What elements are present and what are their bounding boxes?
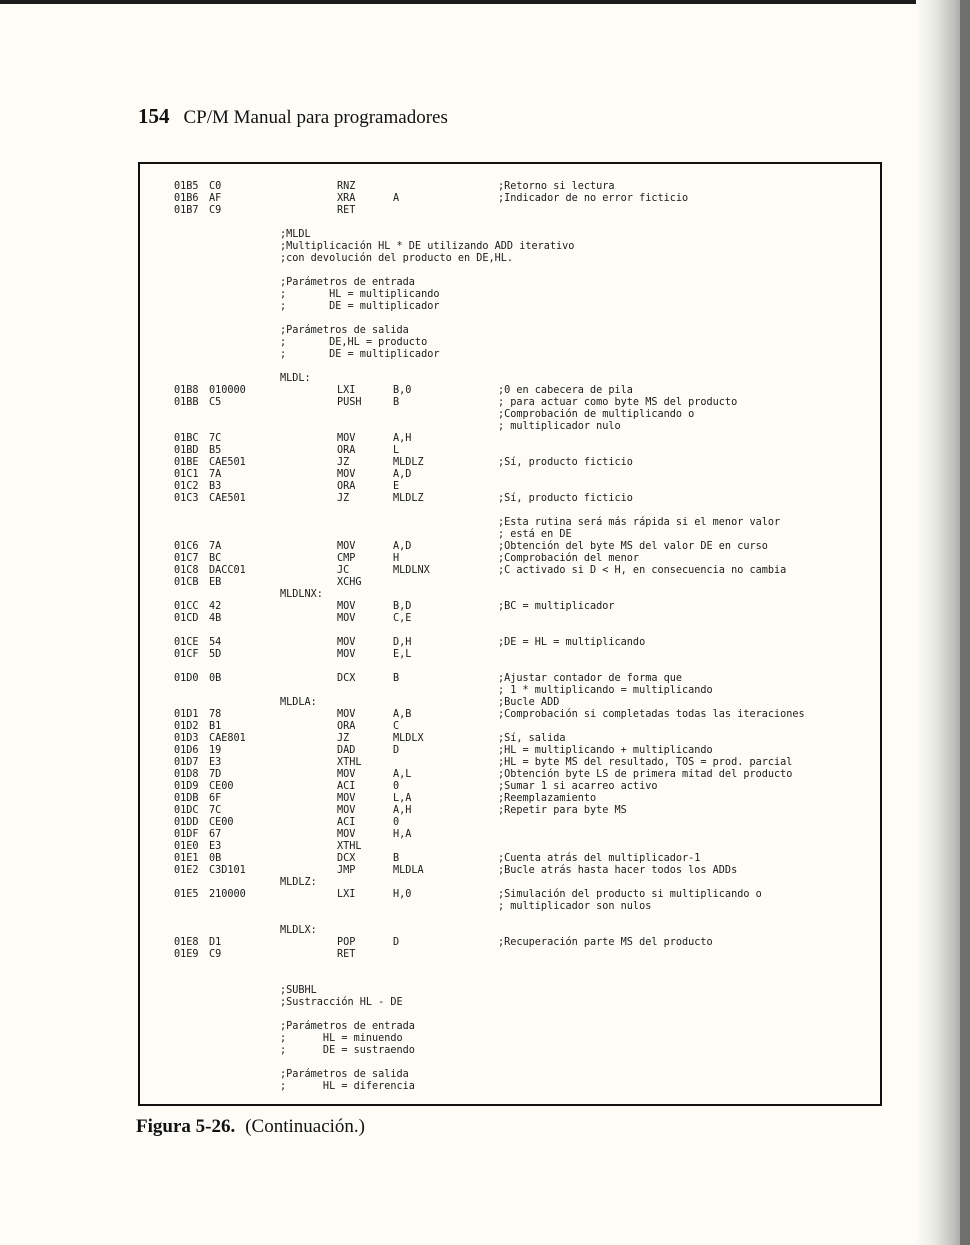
opcode: MOV (337, 805, 356, 816)
object-code: CAE501 (209, 493, 246, 504)
opcode: MOV (337, 469, 356, 480)
opcode: ACI (337, 817, 356, 828)
address: 01DD (174, 817, 199, 828)
opcode: LXI (337, 385, 356, 396)
opcode: ORA (337, 721, 356, 732)
label-or-comment: ; DE = multiplicador (280, 349, 440, 360)
object-code: EB (209, 577, 222, 588)
page-outer-edge (960, 0, 970, 1245)
object-code: CE00 (209, 781, 234, 792)
label-or-comment: ;Multiplicación HL * DE utilizando ADD iterativo (280, 241, 575, 252)
address: 01D8 (174, 769, 199, 780)
object-code: DACC01 (209, 565, 246, 576)
comment: ;Obtención byte LS de primera mitad del producto (498, 769, 793, 780)
operand: MLDLZ (393, 457, 424, 468)
opcode: JZ (337, 457, 350, 468)
comment: ;0 en cabecera de pila (498, 385, 633, 396)
address: 01B6 (174, 193, 199, 204)
opcode: XTHL (337, 757, 362, 768)
label-or-comment: MLDLA: (280, 697, 317, 708)
operand: A,H (393, 433, 412, 444)
object-code: 210000 (209, 889, 246, 900)
opcode: POP (337, 937, 356, 948)
figure-caption (136, 1116, 365, 1138)
comment: ;BC = multiplicador (498, 601, 615, 612)
address: 01C7 (174, 553, 199, 564)
opcode: JC (337, 565, 350, 576)
object-code: C9 (209, 949, 222, 960)
operand: H,A (393, 829, 412, 840)
object-code: B3 (209, 481, 222, 492)
address: 01D3 (174, 733, 199, 744)
address: 01B8 (174, 385, 199, 396)
object-code: BC (209, 553, 222, 564)
figure-caption-text: (Continuación.) (245, 1116, 365, 1137)
comment: ;Comprobación de multiplicando o (498, 409, 695, 420)
opcode: DCX (337, 853, 356, 864)
object-code: C9 (209, 205, 222, 216)
object-code: C0 (209, 181, 222, 192)
address: 01E5 (174, 889, 199, 900)
label-or-comment: ; DE = sustraendo (280, 1045, 415, 1056)
opcode: MOV (337, 709, 356, 720)
opcode: JZ (337, 733, 350, 744)
operand: C (393, 721, 400, 732)
opcode: JZ (337, 493, 350, 504)
operand: 0 (393, 817, 400, 828)
comment: ;Reemplazamiento (498, 793, 597, 804)
comment: ;Cuenta atrás del multiplicador-1 (498, 853, 701, 864)
opcode: RNZ (337, 181, 356, 192)
object-code: 0B (209, 673, 222, 684)
opcode: LXI (337, 889, 356, 900)
opcode: MOV (337, 541, 356, 552)
operand: A,D (393, 541, 412, 552)
operand: E (393, 481, 400, 492)
label-or-comment: ;Parámetros de salida (280, 325, 409, 336)
object-code: 0B (209, 853, 222, 864)
opcode: MOV (337, 613, 356, 624)
opcode: ACI (337, 781, 356, 792)
page-number: 154 (138, 104, 170, 128)
label-or-comment: MLDLX: (280, 925, 317, 936)
object-code: 7C (209, 805, 222, 816)
operand: MLDLZ (393, 493, 424, 504)
object-code: 7A (209, 469, 222, 480)
address: 01E0 (174, 841, 199, 852)
object-code: 54 (209, 637, 222, 648)
opcode: RET (337, 949, 356, 960)
object-code: C3D101 (209, 865, 246, 876)
opcode: XRA (337, 193, 356, 204)
object-code: CAE501 (209, 457, 246, 468)
label-or-comment: MLDL: (280, 373, 311, 384)
label-or-comment: ; HL = minuendo (280, 1033, 403, 1044)
label-or-comment: ; HL = diferencia (280, 1081, 415, 1092)
comment: ;Ajustar contador de forma que (498, 673, 683, 684)
opcode: RET (337, 205, 356, 216)
operand: B (393, 853, 400, 864)
address: 01E8 (174, 937, 199, 948)
opcode: MOV (337, 433, 356, 444)
operand: D (393, 745, 400, 756)
object-code: 42 (209, 601, 222, 612)
label-or-comment: ;SUBHL (280, 985, 317, 996)
operand: 0 (393, 781, 400, 792)
object-code: CE00 (209, 817, 234, 828)
address: 01C3 (174, 493, 199, 504)
address: 01CF (174, 649, 199, 660)
address: 01D7 (174, 757, 199, 768)
comment: ;Sumar 1 si acarreo activo (498, 781, 658, 792)
operand: C,E (393, 613, 412, 624)
page-top-edge (0, 0, 970, 4)
object-code: 19 (209, 745, 222, 756)
figure-number: Figura 5-26. (136, 1116, 236, 1137)
opcode: JMP (337, 865, 356, 876)
address: 01C6 (174, 541, 199, 552)
operand: E,L (393, 649, 412, 660)
label-or-comment: ;Parámetros de entrada (280, 1021, 415, 1032)
opcode: DCX (337, 673, 356, 684)
opcode: MOV (337, 601, 356, 612)
address: 01D9 (174, 781, 199, 792)
address: 01D0 (174, 673, 199, 684)
address: 01CD (174, 613, 199, 624)
opcode: XTHL (337, 841, 362, 852)
object-code: C5 (209, 397, 222, 408)
label-or-comment: ; DE = multiplicador (280, 301, 440, 312)
opcode: MOV (337, 637, 356, 648)
opcode: XCHG (337, 577, 362, 588)
address: 01C2 (174, 481, 199, 492)
object-code: B5 (209, 445, 222, 456)
comment: ;HL = multiplicando + multiplicando (498, 745, 713, 756)
comment: ; multiplicador son nulos (498, 901, 652, 912)
comment: ;Simulación del producto si multiplicando o (498, 889, 762, 900)
address: 01B7 (174, 205, 199, 216)
comment: ;HL = byte MS del resultado, TOS = prod. parcial (498, 757, 793, 768)
comment: ;Sí, salida (498, 733, 566, 744)
address: 01DB (174, 793, 199, 804)
running-header (138, 104, 448, 129)
listing-frame (138, 162, 882, 1106)
address: 01D1 (174, 709, 199, 720)
opcode: DAD (337, 745, 356, 756)
label-or-comment: ; HL = multiplicando (280, 289, 440, 300)
operand: B,0 (393, 385, 412, 396)
comment: ; multiplicador nulo (498, 421, 621, 432)
address: 01B5 (174, 181, 199, 192)
comment: ; está en DE (498, 529, 572, 540)
comment: ;Comprobación del menor (498, 553, 640, 564)
label-or-comment: ;Parámetros de salida (280, 1069, 409, 1080)
address: 01DC (174, 805, 199, 816)
label-or-comment: MLDLZ: (280, 877, 317, 888)
address: 01BD (174, 445, 199, 456)
address: 01CC (174, 601, 199, 612)
operand: L,A (393, 793, 412, 804)
label-or-comment: ;Sustracción HL - DE (280, 997, 403, 1008)
address: 01C1 (174, 469, 199, 480)
object-code: 010000 (209, 385, 246, 396)
comment: ;Sí, producto ficticio (498, 457, 633, 468)
operand: A,H (393, 805, 412, 816)
object-code: CAE801 (209, 733, 246, 744)
operand: H (393, 553, 400, 564)
comment: ;C activado si D < H, en consecuencia no cambia (498, 565, 787, 576)
comment: ;Bucle ADD (498, 697, 560, 708)
comment: ;Bucle atrás hasta hacer todos los ADDs (498, 865, 738, 876)
label-or-comment: MLDLNX: (280, 589, 323, 600)
opcode: PUSH (337, 397, 362, 408)
operand: MLDLA (393, 865, 424, 876)
operand: B,D (393, 601, 412, 612)
comment: ;Repetir para byte MS (498, 805, 627, 816)
address: 01DF (174, 829, 199, 840)
comment: ;Recuperación parte MS del producto (498, 937, 713, 948)
comment: ;Sí, producto ficticio (498, 493, 633, 504)
operand: A,L (393, 769, 412, 780)
comment: ;Obtención del byte MS del valor DE en curso (498, 541, 768, 552)
opcode: MOV (337, 829, 356, 840)
opcode: ORA (337, 445, 356, 456)
operand: H,0 (393, 889, 412, 900)
object-code: 4B (209, 613, 222, 624)
object-code: 7C (209, 433, 222, 444)
object-code: B1 (209, 721, 222, 732)
opcode: MOV (337, 649, 356, 660)
comment: ;Esta rutina será más rápida si el menor valor (498, 517, 781, 528)
operand: L (393, 445, 400, 456)
opcode: CMP (337, 553, 356, 564)
address: 01D6 (174, 745, 199, 756)
object-code: AF (209, 193, 222, 204)
label-or-comment: ;Parámetros de entrada (280, 277, 415, 288)
comment: ; 1 * multiplicando = multiplicando (498, 685, 713, 696)
object-code: D1 (209, 937, 222, 948)
address: 01CE (174, 637, 199, 648)
object-code: 67 (209, 829, 222, 840)
address: 01CB (174, 577, 199, 588)
comment: ;Retorno si lectura (498, 181, 615, 192)
book-title: CP/M Manual para programadores (183, 107, 448, 128)
object-code: 6F (209, 793, 222, 804)
operand: B (393, 397, 400, 408)
address: 01E1 (174, 853, 199, 864)
label-or-comment: ; DE,HL = producto (280, 337, 428, 348)
label-or-comment: ;MLDL (280, 229, 311, 240)
address: 01E2 (174, 865, 199, 876)
opcode: ORA (337, 481, 356, 492)
comment: ;DE = HL = multiplicando (498, 637, 646, 648)
address: 01BC (174, 433, 199, 444)
operand: A,B (393, 709, 412, 720)
object-code: E3 (209, 757, 222, 768)
operand: MLDLX (393, 733, 424, 744)
operand: A (393, 193, 400, 204)
address: 01C8 (174, 565, 199, 576)
opcode: MOV (337, 793, 356, 804)
object-code: 7D (209, 769, 222, 780)
address: 01BB (174, 397, 199, 408)
object-code: E3 (209, 841, 222, 852)
object-code: 5D (209, 649, 222, 660)
operand: D,H (393, 637, 412, 648)
opcode: MOV (337, 769, 356, 780)
comment: ;Comprobación si completadas todas las iteraciones (498, 709, 805, 720)
label-or-comment: ;con devolución del producto en DE,HL. (280, 253, 514, 264)
address: 01D2 (174, 721, 199, 732)
comment: ;Indicador de no error ficticio (498, 193, 689, 204)
comment: ; para actuar como byte MS del producto (498, 397, 738, 408)
operand: D (393, 937, 400, 948)
address: 01E9 (174, 949, 199, 960)
address: 01BE (174, 457, 199, 468)
operand: A,D (393, 469, 412, 480)
object-code: 7A (209, 541, 222, 552)
operand: B (393, 673, 400, 684)
operand: MLDLNX (393, 565, 430, 576)
object-code: 78 (209, 709, 222, 720)
